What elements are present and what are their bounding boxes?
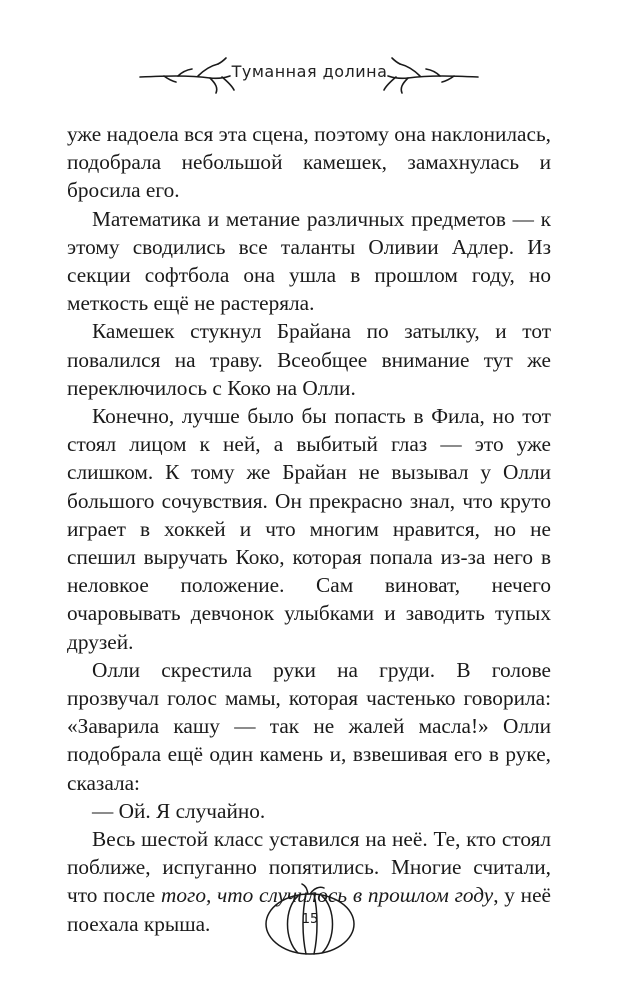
body-text (67, 120, 551, 938)
paragraph-text: Весь шестой класс уставился на неё. Те, кто стоял поближе, испуганно попятились. Многие считали, что после (67, 827, 551, 908)
paragraph: Конечно, лучше было бы попасть в Фила, но тот стоял лицом к ней, а выбитый глаз — это уже слишком. К тому же Брайан не вызывал у Олли большого сочувствия. Он прекрасно знал, что круто играет в хоккей и что многим нравится, но не спешил выручать Коко, которая попала из-за него в неловкое положение. Сам виноват, нечего очаровывать девчонок улыбками и заводить тупых друзей. (67, 404, 551, 654)
paragraph: Математика и метание различных предметов — к этому сводились все таланты Оливии Адлер. Из секции софтбола она ушла в прошлом году, но меткость ещё не растеряла. (67, 206, 551, 316)
paragraph: уже надоела вся эта сцена, поэтому она наклонилась, подобрала небольшой камешек, замахнулась и бросила его. (67, 122, 551, 203)
page-number: 15 (301, 912, 319, 927)
paragraph: Олли скрестила руки на груди. В голове прозвучал голос мамы, которая частенько говорила: «Заварила кашу — так не жалей масла!» Олли подобрала ещё один камень и, взвешивая его в руке, сказала: (67, 657, 551, 795)
italic-phrase: того, что случилось в прошлом году (161, 883, 494, 908)
paragraph-text: , у неё поехала крыша. (67, 883, 551, 936)
page-folio (262, 882, 358, 958)
dialogue-line: — Ой. Я случайно. (92, 798, 266, 823)
paragraph: Камешек стукнул Брайана по затылку, и тот повалился на траву. Всеобщее внимание тут же переключилось с Коко на Олли. (67, 319, 551, 400)
running-head (0, 52, 619, 98)
running-head-title: Туманная долина (231, 62, 388, 81)
bare-branch-icon (380, 56, 480, 96)
